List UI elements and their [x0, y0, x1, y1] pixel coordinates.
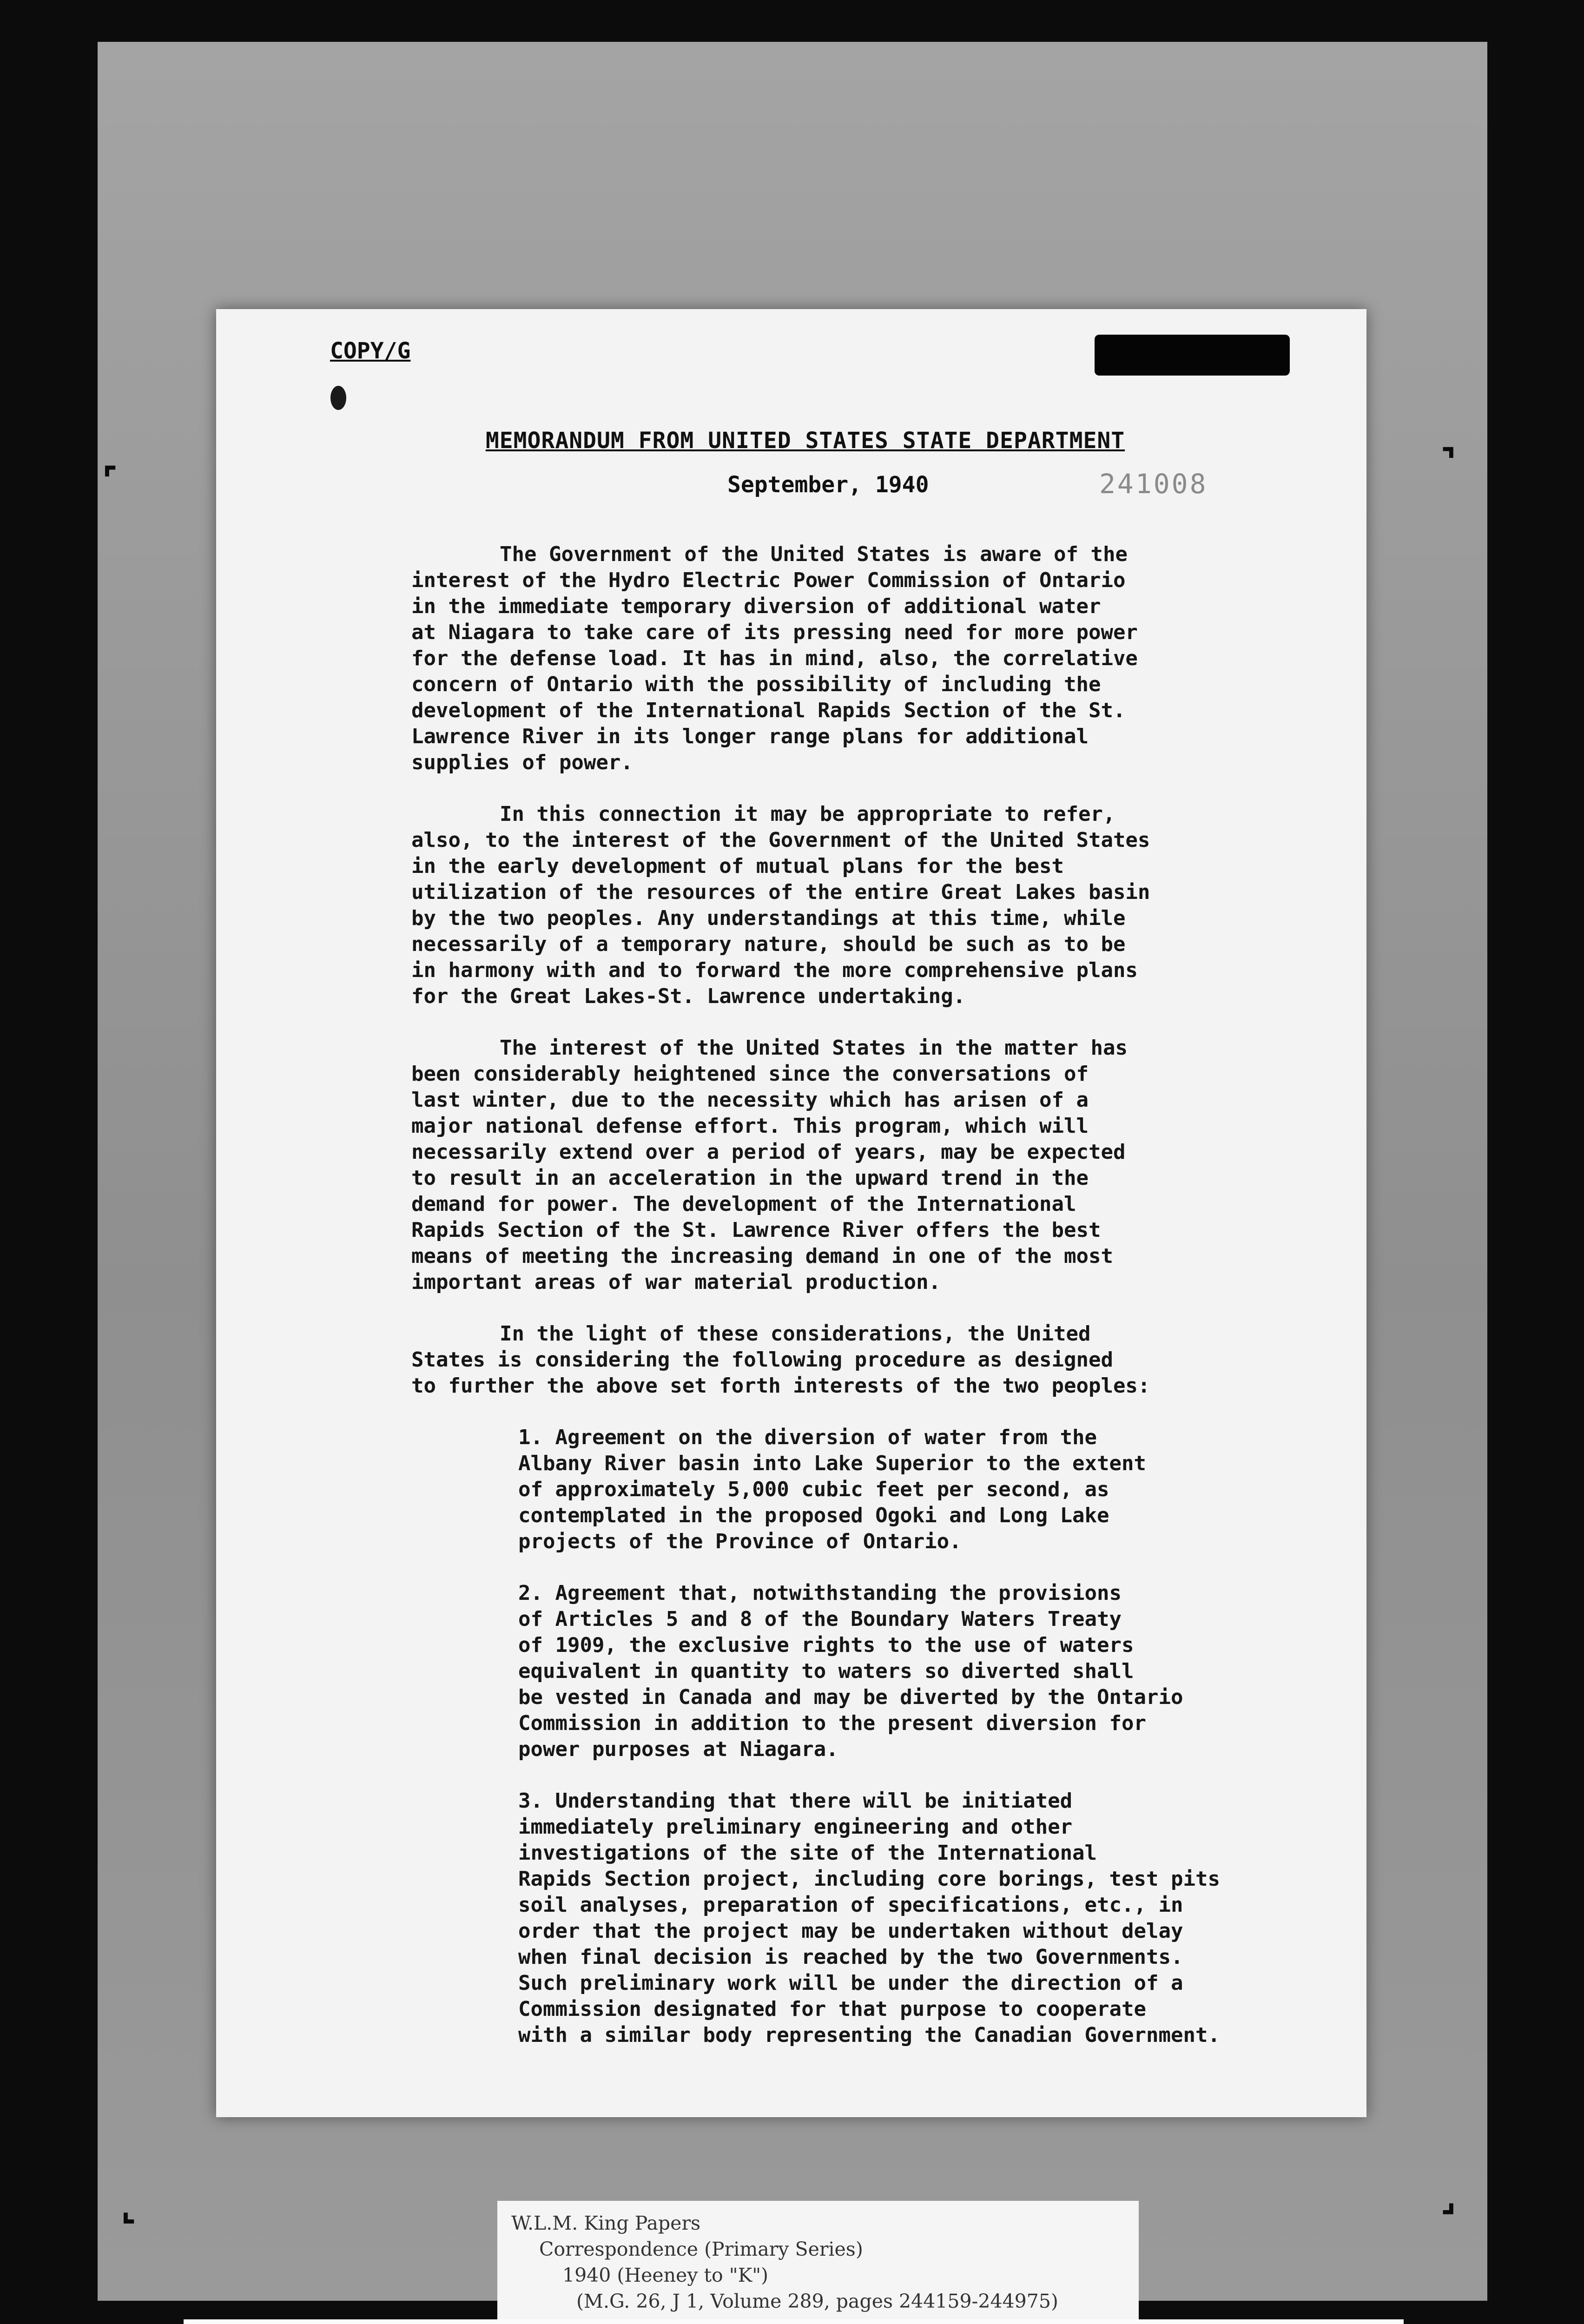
- catalog-line: W.L.M. King Papers: [511, 2212, 701, 2234]
- corner-mark-top-left: ⌜: [102, 460, 118, 498]
- copy-label: COPY/G: [330, 338, 411, 364]
- page-number-stamp: 241008: [1099, 468, 1208, 500]
- list-item: 2. Agreement that, notwithstanding the provisions of Articles 5 and 8 of the Boundary Waters Treaty of 1909, the exclusive rights to the use of waters equivalent in quantity to waters so diverted shall be vested in Canada and may be diverted by the Ontario Commission in addition to the present diversion for power purposes at Niagara.: [518, 1581, 1183, 1761]
- corner-mark-bottom-left: ⌞: [121, 2189, 136, 2227]
- archives-banner: [184, 2319, 1404, 2324]
- catalog-line: Correspondence (Primary Series): [539, 2238, 863, 2260]
- memo-title: MEMORANDUM FROM UNITED STATES STATE DEPARTMENT: [485, 428, 1125, 454]
- corner-mark-bottom-right: ⌟: [1441, 2180, 1456, 2218]
- paragraph: The interest of the United States in the matter has been considerably heightened since the conversations of last winter, due to the necessity which has arisen of a major national defense effort. This program, which will necessarily extend over a period of years, may be expected to result in an acceleration in the upward trend in the demand for power. The development of the International Rapids Section of the St. Lawrence River offers the best means of meeting the increasing demand in one of the most important areas of war material production.: [411, 1036, 1128, 1294]
- catalog-label: [497, 2201, 1139, 2324]
- memo-body: [411, 541, 1364, 2074]
- procedure-list: [518, 1425, 1364, 2048]
- corner-mark-top-right: ⌝: [1441, 442, 1456, 480]
- catalog-line: 1940 (Heeney to "K"): [562, 2264, 769, 2286]
- punch-hole: [330, 386, 346, 410]
- redaction-bar: [1095, 335, 1290, 376]
- paragraph: The Government of the United States is aware of the interest of the Hydro Electric Power Commission of Ontario in the immediate temporary diversion of additional water at Niagara to take care of its pressing need for more power for the defense load. It has in mind, also, the correlative concern of Ontario with the possibility of including the development of the International Rapids Section of the St. Lawrence River in its longer range plans for additional supplies of power.: [411, 542, 1138, 774]
- memorandum-page: [216, 309, 1366, 2117]
- list-item: 3. Understanding that there will be initiated immediately preliminary engineering and other investigations of the site of the International Rapids Section project, including core borings, test pits soil analyses, preparation of specifications, etc., in order that the project may be undertaken without delay when final decision is reached by the two Governments. Such preliminary work will be under the direction of a Commission designated for that purpose to cooperate with a similar body representing the Canadian Government.: [518, 1789, 1220, 2047]
- memo-date: September, 1940: [727, 472, 929, 498]
- catalog-line: (M.G. 26, J 1, Volume 289, pages 244159-244975): [576, 2290, 1058, 2312]
- paragraph: In this connection it may be appropriate to refer, also, to the interest of the Government of the United States in the early development of mutual plans for the best utilization of the resources of the entire Great Lakes basin by the two peoples. Any understandings at this time, while necessarily of a temporary nature, should be such as to be in harmony with and to forward the more comprehensive plans for the Great Lakes-St. Lawrence undertaking.: [411, 802, 1150, 1008]
- paragraph: In the light of these considerations, the United States is considering the following procedure as designed to further the above set forth interests of the two peoples:: [411, 1322, 1150, 1398]
- list-item: 1. Agreement on the diversion of water from the Albany River basin into Lake Superior to the extent of approximately 5,000 cubic feet per second, as contemplated in the proposed Ogoki and Long Lake projects of the Province of Ontario.: [518, 1426, 1147, 1553]
